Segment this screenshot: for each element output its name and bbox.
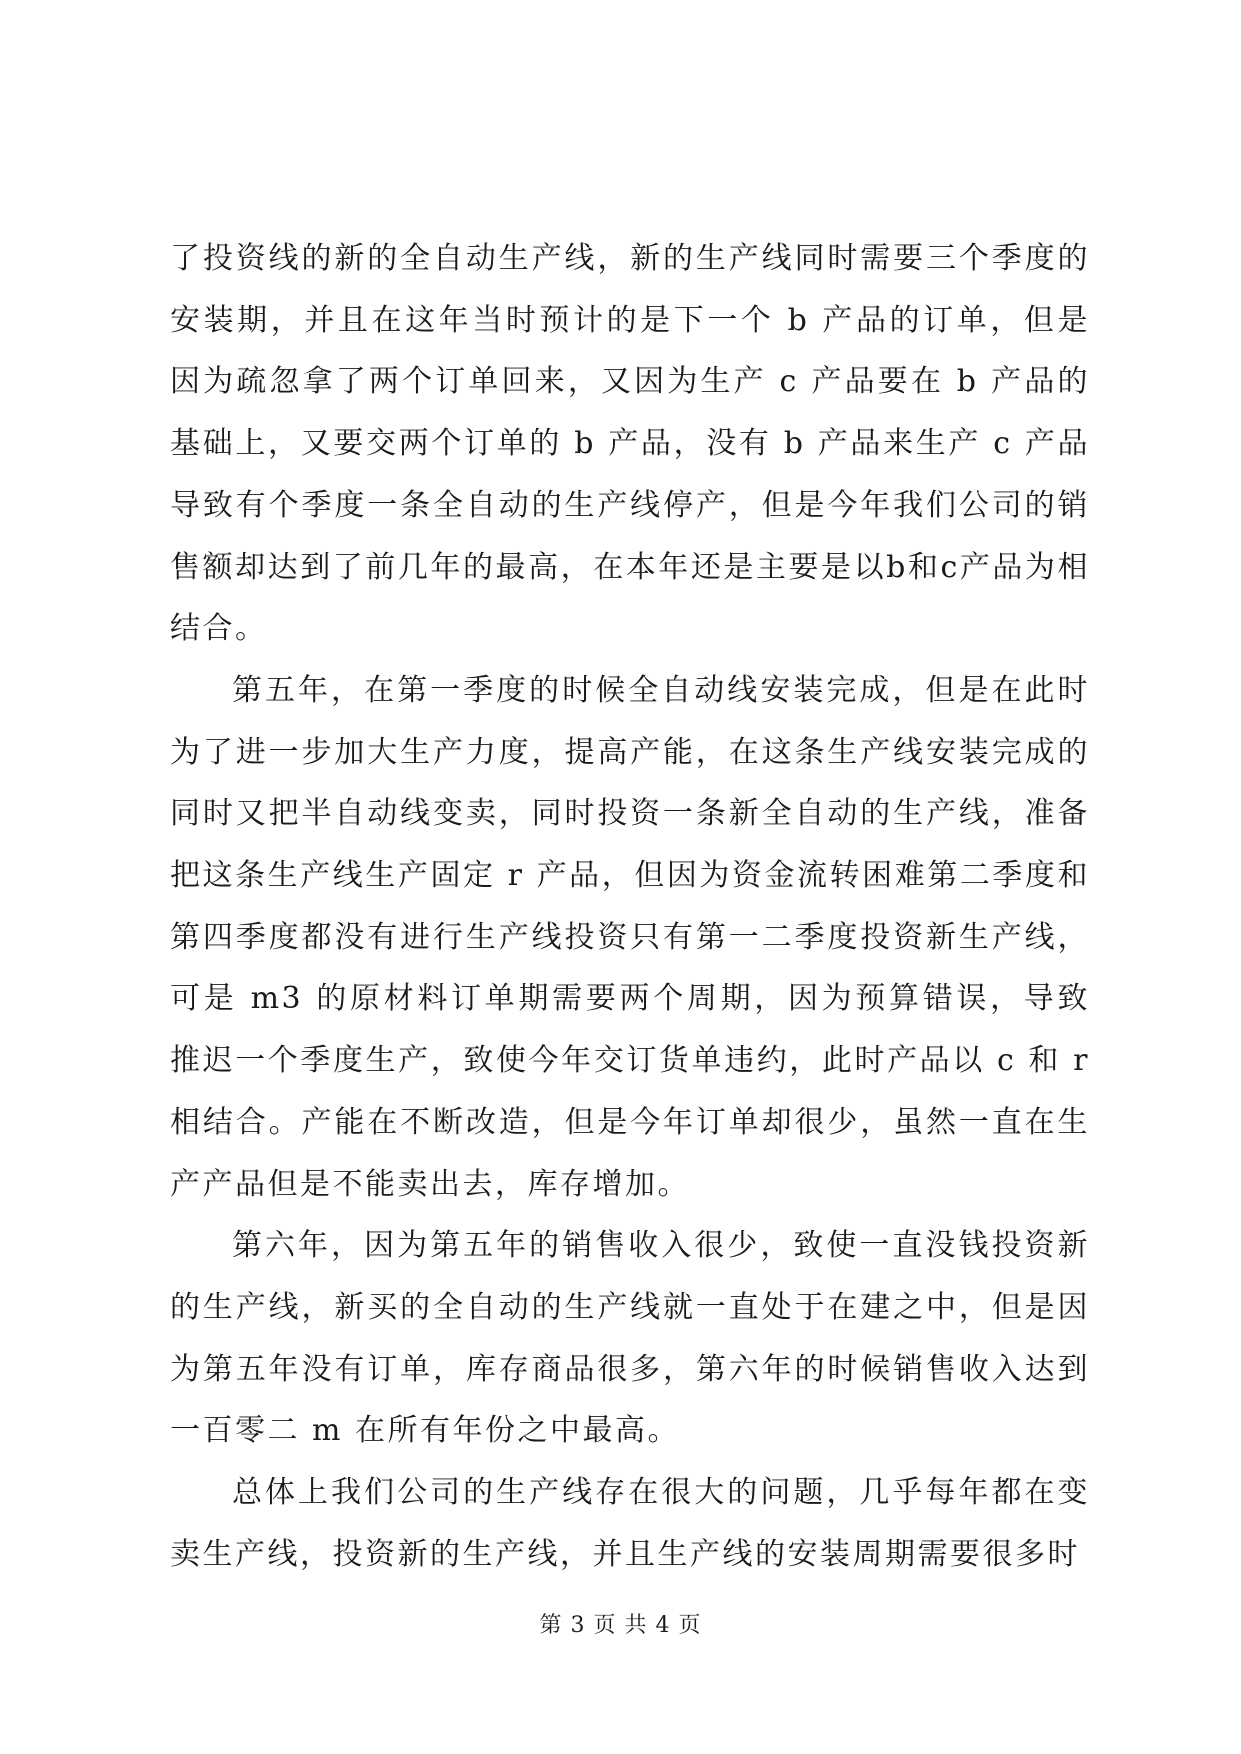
paragraph-3: 第六年，因为第五年的销售收入很少，致使一直没钱投资新的生产线，新买的全自动的生产线就一直处于在建之中，但是因为第五年没有订单，库存商品很多，第六年的时候销售收入达到一百零二 m 在所有年份之中最高。	[170, 1228, 1090, 1449]
paragraph-4: 总体上我们公司的生产线存在很大的问题，几乎每年都在变卖生产线，投资新的生产线，并且生产线的安装周期需要很多时	[170, 1475, 1090, 1572]
document-body	[170, 228, 1090, 1585]
paragraph-2: 第五年，在第一季度的时候全自动线安装完成，但是在此时为了进一步加大生产力度，提高产能，在这条生产线安装完成的同时又把半自动线变卖，同时投资一条新全自动的生产线，准备把这条生产线生产固定 r 产品，但因为资金流转困难第二季度和第四季度都没有进行生产线投资只有第一二季度投资新生产线，可是 m3 的原材料订单期需要两个周期，因为预算错误，导致推迟一个季度生产，致使今年交订货单违约，此时产品以 c 和 r 相结合。产能在不断改造，但是今年订单却很少，虽然一直在生产产品但是不能卖出去，库存增加。	[170, 672, 1090, 1202]
paragraph-1: 了投资线的新的全自动生产线，新的生产线同时需要三个季度的安装期，并且在这年当时预计的是下一个 b 产品的订单，但是因为疏忽拿了两个订单回来，又因为生产 c 产品要在 b 产品的基础上，又要交两个订单的 b 产品，没有 b 产品来生产 c 产品导致有个季度一条全自动的生产线停产，但是今年我们公司的销售额却达到了前几年的最高，在本年还是主要是以b和c产品为相结合。	[170, 241, 1090, 647]
page-number-footer: 第 3 页 共 4 页	[539, 1613, 702, 1638]
